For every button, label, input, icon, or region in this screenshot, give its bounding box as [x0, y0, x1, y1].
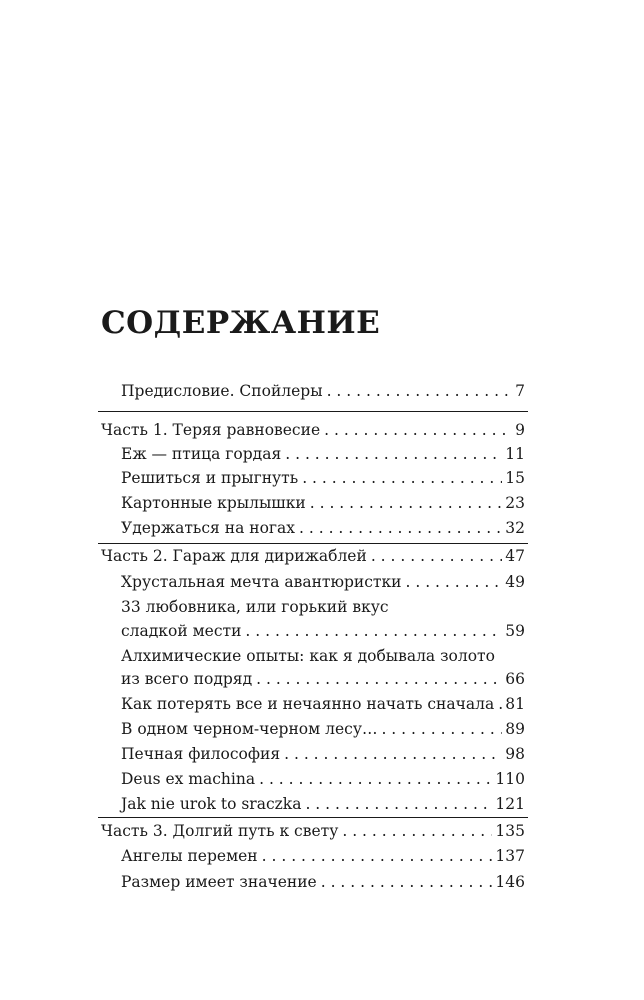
toc-entry-title: Удержаться на ногах — [121, 519, 296, 537]
toc-entry-title: Часть 3. Долгий путь к свету — [101, 822, 339, 840]
dot-leader — [342, 820, 492, 842]
section-divider — [98, 411, 528, 412]
toc-entry-angels-of-change[interactable] — [121, 845, 525, 867]
toc-entry-decide-and-jump[interactable] — [121, 467, 525, 489]
toc-page-number: 47 — [505, 547, 525, 565]
toc-page-number: 32 — [505, 519, 525, 537]
toc-page-number: 110 — [495, 770, 525, 788]
toc-page-number: 11 — [505, 445, 525, 463]
toc-entry-stove-philosophy[interactable] — [121, 743, 525, 765]
toc-entry-title: сладкой мести — [121, 622, 242, 640]
toc-entry-size-matters[interactable] — [121, 871, 525, 893]
toc-entry-title: Часть 2. Гараж для дирижаблей — [101, 547, 367, 565]
toc-entry-title: Размер имеет значение — [121, 873, 317, 891]
dot-leader — [498, 693, 502, 715]
toc-entry-part-2[interactable] — [101, 545, 525, 567]
dot-leader — [259, 768, 492, 790]
toc-entry-title: Предисловие. Спойлеры — [121, 382, 323, 400]
toc-entry-stay-on-feet[interactable] — [121, 517, 525, 539]
toc-page-number: 49 — [505, 573, 525, 591]
toc-entry-dark-forest[interactable] — [121, 718, 525, 740]
dot-leader — [305, 793, 492, 815]
section-divider — [98, 543, 528, 544]
toc-entry-part-1[interactable] — [101, 419, 525, 441]
toc-entry-title: Печная философия — [121, 745, 281, 763]
toc-entry-title: Часть 1. Теряя равновесие — [101, 421, 321, 439]
page-title: СОДЕРЖАНИЕ — [101, 305, 381, 341]
toc-page-number: 7 — [515, 382, 525, 400]
dot-leader — [284, 743, 502, 765]
dot-leader — [285, 443, 502, 465]
toc-entry-33-lovers[interactable] — [121, 620, 525, 642]
dot-leader — [310, 492, 503, 514]
toc-entry-deus-ex-machina[interactable] — [121, 768, 525, 790]
toc-page-number: 66 — [505, 670, 525, 688]
dot-leader — [327, 380, 513, 402]
toc-page-number: 89 — [505, 720, 525, 738]
toc-entry-lose-everything[interactable] — [121, 693, 525, 715]
toc-entry-title: Картонные крылышки — [121, 494, 306, 512]
toc-entry-crystal-dream[interactable] — [121, 571, 525, 593]
toc-entry-preface[interactable] — [121, 380, 525, 402]
toc-page-number: 146 — [495, 873, 525, 891]
toc-page-number: 15 — [505, 469, 525, 487]
dot-leader — [321, 871, 493, 893]
toc-entry-cardboard-wings[interactable] — [121, 492, 525, 514]
toc-entry-title: Еж — птица гордая — [121, 445, 282, 463]
toc-entry-hedgehog[interactable] — [121, 443, 525, 465]
section-divider — [98, 817, 528, 818]
toc-entry-title: Ангелы перемен — [121, 847, 258, 865]
toc-entry-title: В одном черном-черном лесу… — [121, 720, 378, 738]
toc-entry-title: Решиться и прыгнуть — [121, 469, 299, 487]
toc-page-number: 98 — [505, 745, 525, 763]
toc-entry-alchemy-line1: Алхимические опыты: как я добывала золото — [121, 647, 495, 665]
dot-leader — [381, 718, 502, 740]
dot-leader — [299, 517, 502, 539]
toc-entry-title: Jak nie urok to sraczka — [121, 795, 302, 813]
toc-entry-title: Deus ex machina — [121, 770, 256, 788]
dot-leader — [262, 845, 493, 867]
toc-page-number: 81 — [505, 695, 525, 713]
dot-leader — [256, 668, 502, 690]
toc-page-number: 23 — [505, 494, 525, 512]
toc-page-number: 137 — [495, 847, 525, 865]
dot-leader — [324, 419, 512, 441]
toc-page-number: 59 — [505, 622, 525, 640]
toc-entry-alchemy[interactable] — [121, 668, 525, 690]
toc-page-number: 135 — [495, 822, 525, 840]
toc-entry-33-lovers-line1: 33 любовника, или горький вкус — [121, 598, 389, 616]
toc-entry-part-3[interactable] — [101, 820, 525, 842]
toc-page-number: 9 — [515, 421, 525, 439]
dot-leader — [302, 467, 502, 489]
dot-leader — [245, 620, 502, 642]
toc-entry-title: Хрустальная мечта авантюристки — [121, 573, 402, 591]
toc-entry-jak-nie-urok[interactable] — [121, 793, 525, 815]
toc-entry-title: Как потерять все и нечаянно начать сначала — [121, 695, 495, 713]
dot-leader — [371, 545, 502, 567]
dot-leader — [406, 571, 503, 593]
toc-entry-title: из всего подряд — [121, 670, 253, 688]
toc-page-number: 121 — [495, 795, 525, 813]
